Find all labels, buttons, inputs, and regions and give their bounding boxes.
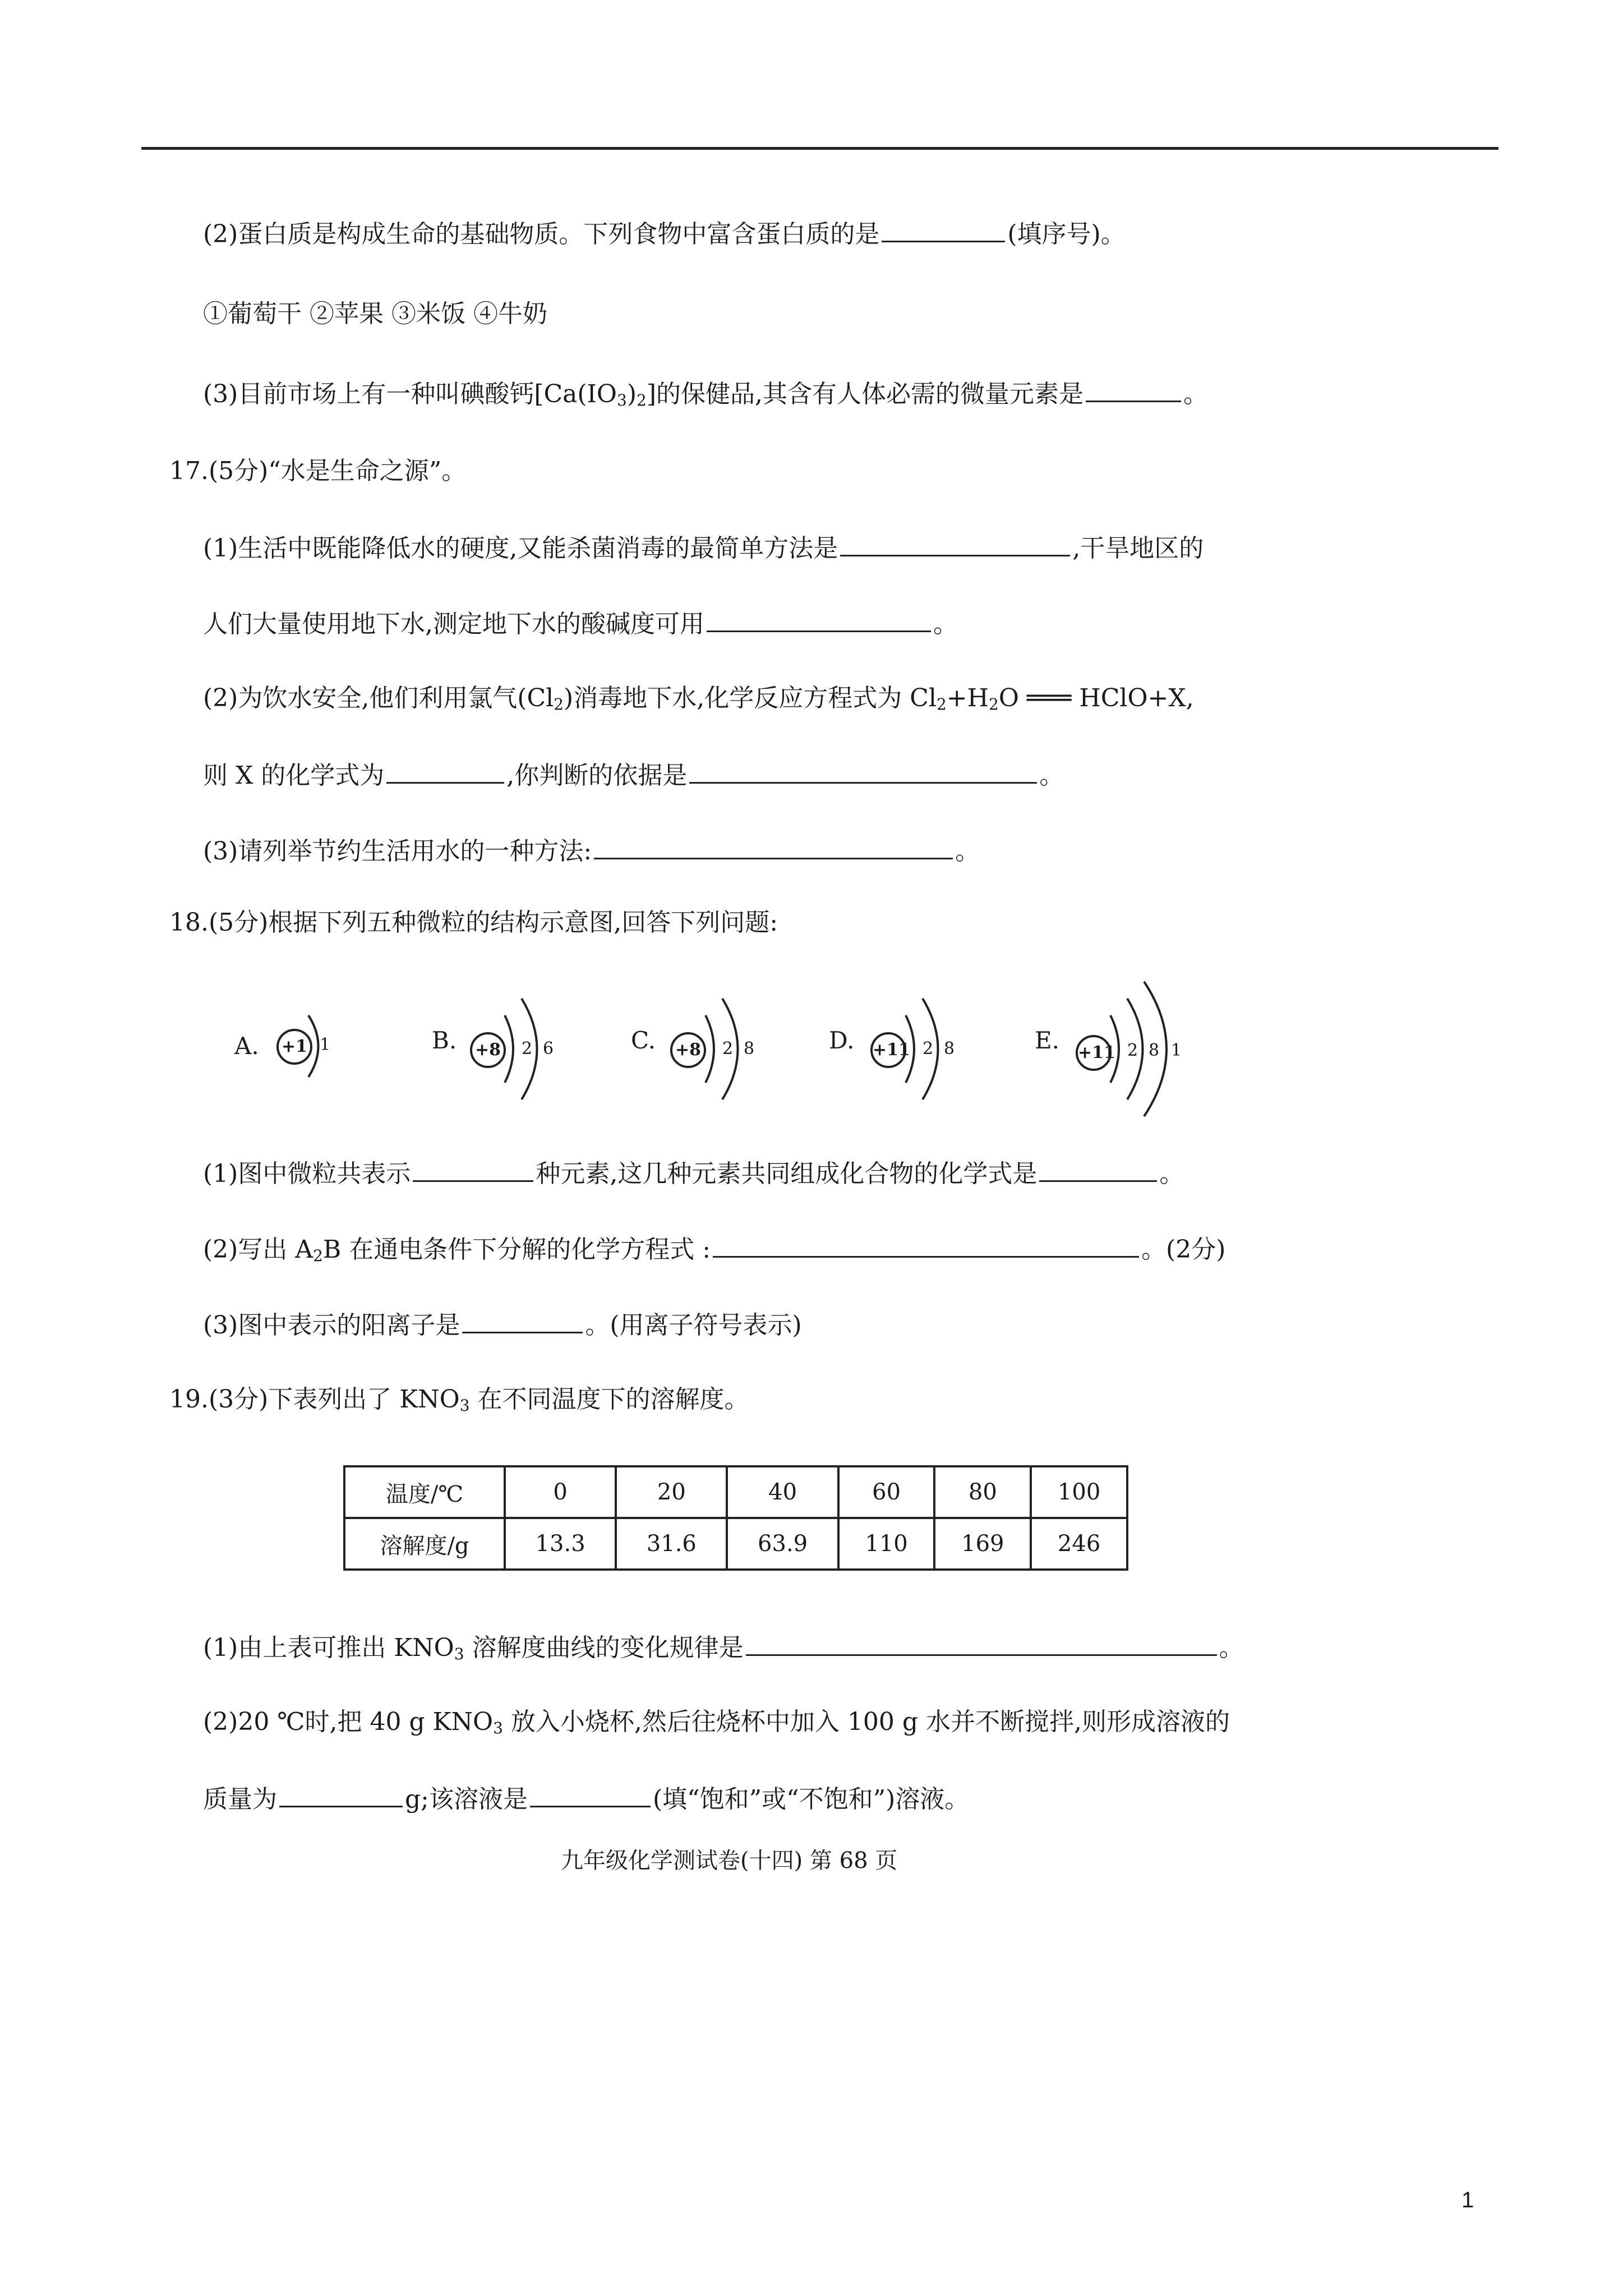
q18-part1-text-a: (1)图中微粒共表示 — [203, 1159, 411, 1188]
q16-part3-text-a: (3)目前市场上有一种叫碘酸钙[Ca(IO — [203, 380, 617, 408]
table-header-cell: 溶解度/g — [344, 1518, 505, 1570]
q17-part2 — [203, 682, 1194, 721]
table-cell: 40 — [727, 1466, 838, 1518]
q16-part2-suffix: (填序号)。 — [1007, 220, 1126, 249]
q17-part2-sub1: 2 — [554, 695, 564, 714]
q17-part2-sub2: 2 — [936, 695, 947, 714]
solubility-table — [343, 1465, 1128, 1571]
q19-part2-text-c: 质量为 — [203, 1785, 277, 1814]
q18-part3-text-a: (3)图中表示的阳离子是 — [203, 1311, 460, 1340]
table-row — [344, 1466, 1127, 1518]
q17-part2-text-f: ,你判断的依据是 — [506, 761, 688, 790]
page-footer: 九年级化学测试卷(十四) 第 68 页 — [561, 1848, 898, 1874]
atom-d-label: D. — [829, 1027, 855, 1054]
q16-part3-mid: ) — [626, 380, 637, 408]
atom-d-shell-1 — [906, 1015, 914, 1083]
q16-part2-text: (2)蛋白质是构成生命的基础物质。下列食物中富含蛋白质的是 — [203, 220, 880, 249]
atom-b-label: B. — [432, 1027, 457, 1054]
atom-c-shells — [700, 993, 767, 1105]
q19-title-sub: 3 — [459, 1396, 470, 1415]
q19-part2-text-e: (填“饱和”或“不饱和”)溶液。 — [653, 1785, 970, 1814]
q16-part3 — [203, 376, 1208, 417]
q17-part3-text: (3)请列举节约生活用水的一种方法: — [203, 837, 592, 866]
q17-title: 17.(5分)“水是生命之源”。 — [169, 457, 467, 485]
q19-part2 — [203, 1705, 1230, 1745]
atom-e-label: E. — [1035, 1027, 1060, 1054]
q16-part3-text-b: ]的保健品,其含有人体必需的微量元素是 — [646, 380, 1083, 408]
q19-part2-cont — [203, 1781, 969, 1816]
atom-c-electron-2: 8 — [744, 1039, 755, 1059]
atom-b-shell-1 — [505, 1015, 513, 1083]
q17-part1-text-c: 人们大量使用地下水,测定地下水的酸碱度可用 — [203, 610, 704, 638]
q18-part1-blank2[interactable] — [1039, 1156, 1157, 1182]
q17-part2-text-e: 则 X 的化学式为 — [203, 761, 385, 790]
top-rule — [141, 147, 1498, 150]
q17-part2-text-b: )消毒地下水,化学反应方程式为 Cl — [564, 684, 937, 712]
atom-a-shell-1 — [308, 1015, 319, 1077]
q17-part2-text-d: O ═══ HClO+X, — [998, 684, 1194, 712]
q17-part2-text-c: +H — [946, 684, 989, 712]
table-cell: 0 — [505, 1466, 616, 1518]
table-cell: 100 — [1031, 1466, 1127, 1518]
q19-title-text-b: 在不同温度下的溶解度。 — [469, 1385, 749, 1414]
q18-part1-suffix: 。 — [1159, 1159, 1184, 1188]
q16-part3-sub1: 3 — [617, 391, 627, 409]
page-number: 1 — [1461, 2188, 1474, 2212]
table-cell: 80 — [934, 1466, 1031, 1518]
q17-part1 — [203, 530, 1204, 565]
q17-part2-cont — [203, 757, 1064, 793]
table-cell: 246 — [1031, 1518, 1127, 1570]
q18-part2-blank[interactable] — [713, 1231, 1139, 1258]
q19-part2-sub: 3 — [493, 1719, 503, 1737]
table-cell: 31.6 — [616, 1518, 727, 1570]
table-cell: 110 — [838, 1518, 935, 1570]
q17-part1-cont — [203, 606, 958, 641]
q17-part3 — [203, 833, 980, 868]
q19-part1-suffix: 。 — [1219, 1634, 1244, 1662]
q19-part1-text-a: (1)由上表可推出 KNO — [203, 1634, 454, 1662]
q17-part1-blank1[interactable] — [840, 530, 1070, 556]
q19-part1 — [203, 1630, 1244, 1671]
q17-part1-text-b: ,干旱地区的 — [1072, 534, 1204, 563]
q18-part1-blank1[interactable] — [413, 1156, 533, 1182]
q16-part2-blank[interactable] — [882, 216, 1005, 242]
q17-part1-text-a: (1)生活中既能降低水的硬度,又能杀菌消毒的最简单方法是 — [203, 534, 838, 563]
q19-title — [169, 1383, 749, 1423]
atom-d-nucleus: +11 — [870, 1032, 906, 1068]
q17-part2-suffix: 。 — [1039, 761, 1064, 790]
q17-part3-suffix: 。 — [955, 837, 980, 866]
table-header-cell: 温度/℃ — [344, 1466, 505, 1518]
q19-part1-sub: 3 — [454, 1645, 464, 1663]
table-row — [344, 1518, 1127, 1570]
q18-part1 — [203, 1156, 1184, 1191]
table-cell: 13.3 — [505, 1518, 616, 1570]
q18-part2-text-a: (2)写出 A — [203, 1235, 313, 1264]
q18-part2 — [203, 1231, 1225, 1273]
atom-c-shell-1 — [706, 1015, 714, 1083]
q16-options: ①葡萄干 ②苹果 ③米饭 ④牛奶 — [203, 300, 547, 328]
atom-d-electron-2: 8 — [944, 1039, 955, 1059]
q18-part2-sub: 2 — [313, 1246, 323, 1265]
q16-part3-sub2: 2 — [637, 391, 647, 409]
q19-part2-text-b: 放入小烧杯,然后往烧杯中加入 100 g 水并不断搅拌,则形成溶液的 — [502, 1708, 1230, 1736]
q19-title-text-a: 19.(3分)下表列出了 KNO — [169, 1385, 460, 1414]
q19-part1-text-b: 溶解度曲线的变化规律是 — [464, 1634, 744, 1662]
q18-title: 18.(5分)根据下列五种微粒的结构示意图,回答下列问题: — [169, 908, 778, 937]
q19-part2-text-a: (2)20 ℃时,把 40 g KNO — [203, 1708, 494, 1736]
q16-part3-blank[interactable] — [1086, 376, 1181, 402]
q19-part2-blank1[interactable] — [279, 1781, 403, 1807]
atom-e-shell-1 — [1110, 1015, 1119, 1083]
atom-a-label: A. — [234, 1032, 259, 1060]
atom-a-nucleus: +1 — [276, 1029, 312, 1065]
q19-part1-blank[interactable] — [746, 1630, 1217, 1656]
atom-d-electron-1: 2 — [923, 1039, 934, 1059]
q18-part2-text-b: B 在通电条件下分解的化学方程式 : — [322, 1235, 711, 1264]
atom-c-nucleus: +8 — [670, 1032, 706, 1068]
q19-part2-blank2[interactable] — [530, 1781, 651, 1807]
q19-part2-text-d: g;该溶液是 — [405, 1785, 528, 1814]
atom-b-electron-1: 2 — [522, 1039, 533, 1059]
q17-part2-blank1[interactable] — [386, 757, 504, 784]
table-cell: 169 — [934, 1518, 1031, 1570]
q18-part2-suffix: 。(2分) — [1141, 1235, 1226, 1264]
table-cell: 60 — [838, 1466, 935, 1518]
atom-e-electron-2: 8 — [1149, 1041, 1160, 1060]
atom-c-electron-1: 2 — [722, 1039, 734, 1059]
q17-part2-text-a: (2)为饮水安全,他们利用氯气(Cl — [203, 684, 554, 712]
q18-part3-blank[interactable] — [462, 1307, 583, 1333]
q18-part3-suffix: 。(用离子符号表示) — [585, 1311, 802, 1340]
q17-part2-sub3: 2 — [989, 695, 999, 714]
atom-e-nucleus: +11 — [1076, 1035, 1112, 1071]
q17-part3-blank[interactable] — [594, 833, 953, 859]
q18-part1-text-b: 种元素,这几种元素共同组成化合物的化学式是 — [536, 1159, 1038, 1188]
atom-b-nucleus: +8 — [470, 1032, 506, 1068]
atom-e-electron-3: 1 — [1171, 1041, 1182, 1060]
q16-part2 — [203, 216, 1126, 251]
table-cell: 63.9 — [727, 1518, 838, 1570]
q18-part3 — [203, 1307, 802, 1342]
atom-b-electron-2: 6 — [543, 1039, 554, 1059]
q17-part1-suffix: 。 — [933, 610, 958, 638]
q17-part1-blank2[interactable] — [707, 606, 931, 632]
atom-b-shells — [499, 993, 566, 1105]
q17-part2-blank2[interactable] — [689, 757, 1037, 784]
atom-c-label: C. — [631, 1027, 656, 1054]
atom-a-electron-1: 1 — [320, 1035, 331, 1055]
atom-d-shells — [900, 993, 967, 1105]
atom-e-electron-1: 2 — [1127, 1041, 1138, 1060]
q16-part3-suffix: 。 — [1183, 380, 1208, 408]
table-cell: 20 — [616, 1466, 727, 1518]
